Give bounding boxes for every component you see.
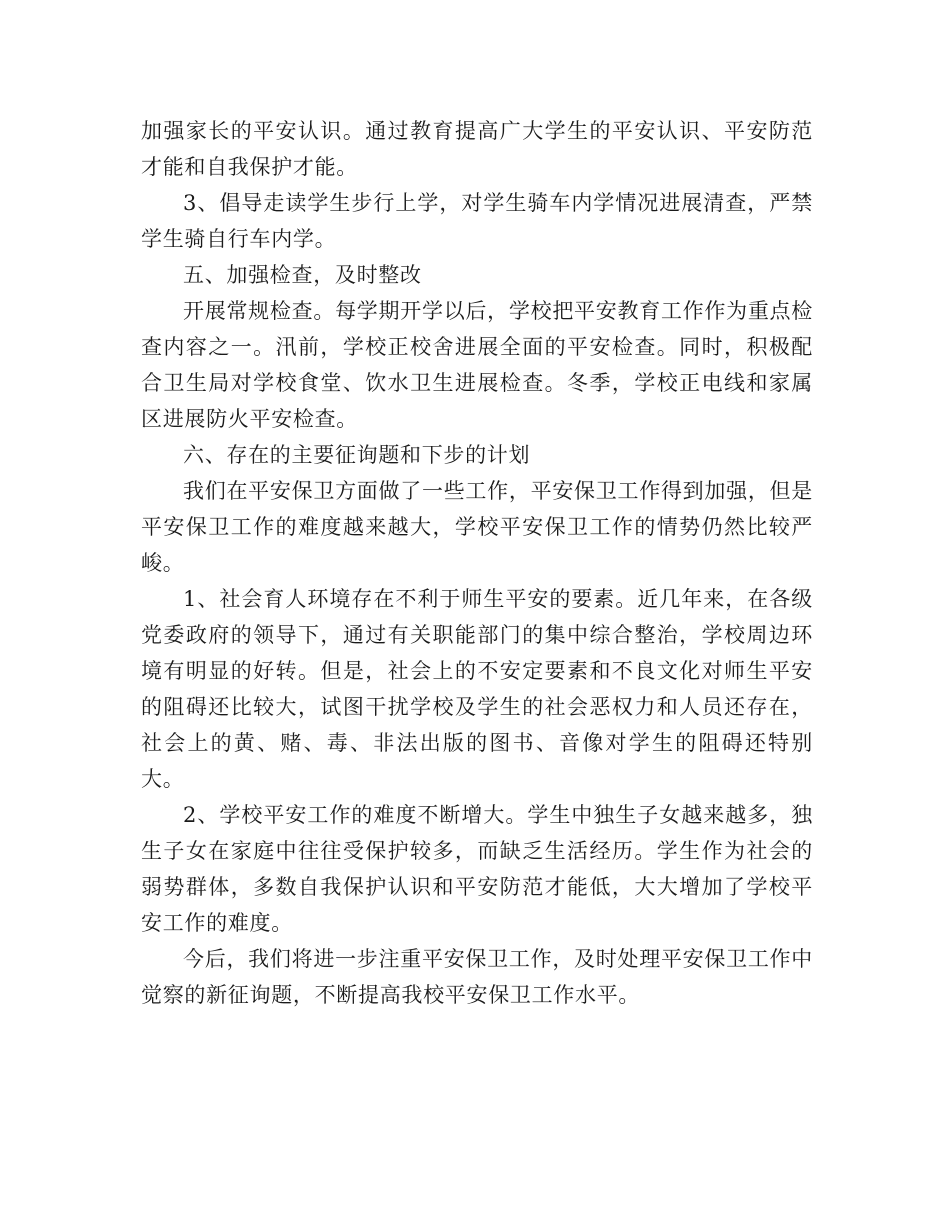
paragraph-regular-inspection: 开展常规检查。每学期开学以后，学校把平安教育工作作为重点检查内容之一。汛前，学校正校舍进展全面的平安检查。同时，积极配合卫生局对学校食堂、饮水卫生进展检查。冬季，学校正电线和家属区进展防火平安检查。 — [141, 299, 813, 431]
section-heading-6: 六、存在的主要征询题和下步的计划 — [183, 443, 531, 467]
document-body — [141, 113, 813, 1013]
paragraph-item-3-walking: 3、倡导走读学生步行上学，对学生骑车内学情况进展清查，严禁学生骑自行车内学。 — [141, 191, 813, 251]
paragraph-item-1-environment: 1、社会育人环境存在不利于师生平安的要素。近几年来，在各级党委政府的领导下，通过有关职能部门的集中综合整治，学校周边环境有明显的好转。但是，社会上的不安定要素和不良文化对师生平安的阻碍还比较大，试图干扰学校及学生的社会恶权力和人员还存在，社会上的黄、赌、毒、非法出版的图书、音像对学生的阻碍还特别大。 — [141, 587, 813, 791]
paragraph-intro-continuation: 加强家长的平安认识。通过教育提高广大学生的平安认识、平安防范才能和自我保护才能。 — [141, 119, 813, 179]
paragraph-item-2-difficulty: 2、学校平安工作的难度不断增大。学生中独生子女越来越多，独生子女在家庭中往往受保护较多，而缺乏生活经历。学生作为社会的弱势群体，多数自我保护认识和平安防范才能低，大大增加了学校平安工作的难度。 — [141, 803, 813, 935]
paragraph-summary: 我们在平安保卫方面做了一些工作，平安保卫工作得到加强，但是平安保卫工作的难度越来越大，学校平安保卫工作的情势仍然比较严峻。 — [141, 479, 813, 575]
paragraph-conclusion: 今后，我们将进一步注重平安保卫工作，及时处理平安保卫工作中觉察的新征询题，不断提高我校平安保卫工作水平。 — [141, 947, 813, 1007]
section-heading-5: 五、加强检查，及时整改 — [183, 263, 422, 287]
